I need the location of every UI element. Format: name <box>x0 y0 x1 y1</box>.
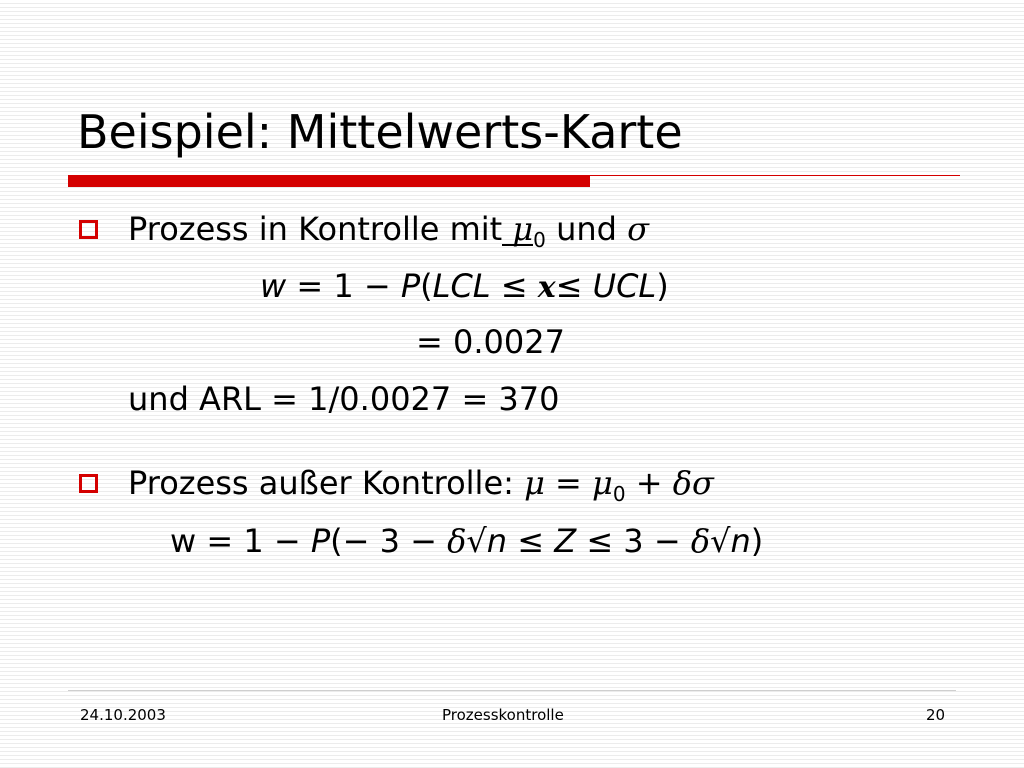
bullet-square-icon <box>79 474 98 493</box>
arl-line: und ARL = 1/0.0027 = 370 <box>128 380 560 418</box>
page-number: 20 <box>926 706 946 724</box>
sigma-symbol: σ <box>627 210 649 248</box>
footer-date: 24.10.2003 <box>80 706 166 724</box>
title-underline-thick <box>68 175 590 187</box>
formula-w-out-of-control: w = 1 − P(− 3 − δ√n ≤ Z ≤ 3 − δ√n) <box>170 522 764 560</box>
mu0-underlined: μ <box>502 214 533 246</box>
bullet-square-icon <box>79 220 98 239</box>
formula-result: = 0.0027 <box>416 323 565 361</box>
bullet1-text: Prozess in Kontrolle mit $\mu_0$ und σ <box>128 210 649 252</box>
slide-title: Beispiel: Mittelwerts-Karte <box>77 105 683 159</box>
bullet1-label: Prozess in Kontrolle mit <box>128 210 503 248</box>
formula-w-control: w = 1 − P(LCL ≤ x≤ UCL) <box>260 267 669 305</box>
footer-title: Prozesskontrolle <box>442 706 564 724</box>
bullet2-text: Prozess außer Kontrolle: $\mu = \mu_0 + \delta\sigma$ <box>128 464 714 506</box>
bullet2-label: Prozess außer Kontrolle: <box>128 464 514 502</box>
footer-divider <box>68 690 956 691</box>
x-bar-symbol: x <box>537 270 556 305</box>
